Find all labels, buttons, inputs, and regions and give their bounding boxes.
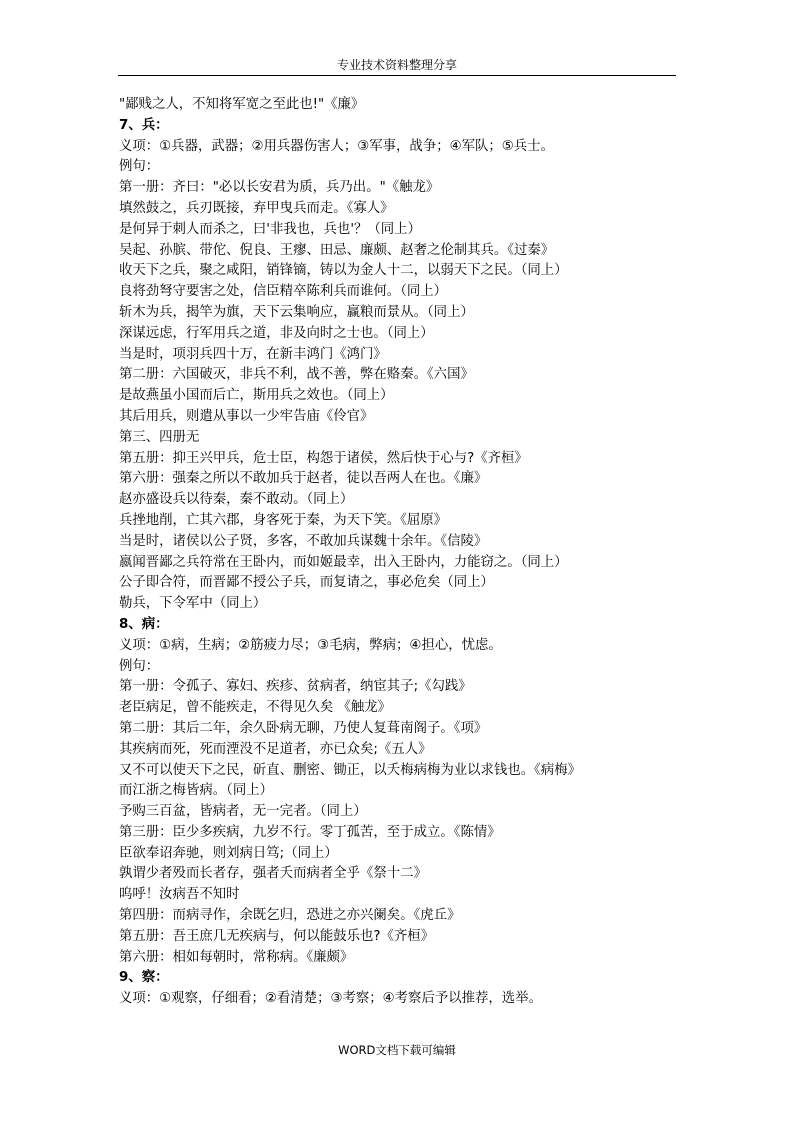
text-line: 是故燕虽小国而后亡，斯用兵之效也。（同上） — [119, 388, 394, 404]
text-line: 吴起、孙膑、带佗、倪良、王瘳、田忌、廉颇、赵奢之伦制其兵。《过秦》 — [119, 242, 555, 258]
text-line: 勒兵，下令军中（同上） — [119, 596, 267, 612]
text-line: 臣欲奉诏奔驰，则刘病日笃;（同上） — [119, 845, 338, 861]
text-line: 义项：①病，生病；②筋疲力尽；③毛病，弊病；④担心，忧虑。 — [119, 637, 502, 653]
text-line: 第二册：其后二年，余久卧病无聊，乃使人复葺南阁子。《项》 — [119, 720, 488, 736]
text-line: 9、察： — [119, 970, 169, 986]
text-line: 义项：①观察，仔细看；②看清楚；③考察；④考察后予以推荐，选举。 — [119, 991, 542, 1007]
text-line: 第一册：齐曰："必以长安君为质，兵乃出。"《触龙》 — [119, 180, 440, 196]
text-line: 第五册：吾王庶几无疾病与，何以能鼓乐也?《齐桓》 — [119, 928, 435, 944]
text-line: 又不可以使天下之民，斫直、删密、锄正，以夭梅病梅为业以求钱也。《病梅》 — [119, 762, 581, 778]
text-line: 收天下之兵，聚之咸阳，销锋镝，铸以为金人十二，以弱天下之民。（同上） — [119, 263, 568, 279]
text-line: 第二册：六国破灭，非兵不利，战不善，弊在赂秦。《六国》 — [119, 367, 474, 383]
text-line: 填然鼓之，兵刃既接，弃甲曳兵而走。《寡人》 — [119, 200, 394, 216]
text-line: 第六册：相如每朝时，常称病。《廉颇》 — [119, 949, 354, 965]
text-line: 呜呼！汝病吾不知时 — [119, 887, 240, 903]
text-line: 兵挫地削，亡其六郡，身客死于秦，为天下笑。《屈原》 — [119, 512, 448, 528]
text-line: 赵亦盛设兵以待秦，秦不敢动。（同上） — [119, 492, 354, 508]
text-line: 例句： — [119, 658, 160, 674]
text-line: 良将劲弩守要害之处，信臣精卒陈利兵而谁何。（同上） — [119, 284, 448, 300]
text-line: 孰谓少者殁而长者存，强者夭而病者全乎《祭十二》 — [119, 866, 427, 882]
text-line: 其疾病而死，死而湮没不足道者，亦已众矣;《五人》 — [119, 741, 432, 757]
text-line: 当是时，项羽兵四十万，在新丰鸿门《鸿门》 — [119, 346, 387, 362]
text-line: 第一册：令孤子、寡妇、疾疹、贫病者，纳宦其子;《勾践》 — [119, 679, 472, 695]
page-footer: WORD文档下载可编辑 — [338, 1043, 456, 1057]
text-line: 第六册：强秦之所以不敢加兵于赵者，徒以吾两人在也。《廉》 — [119, 471, 488, 487]
text-line: 第四册：而病寻作，余既乞归，恐进之亦兴阑矣。《虎丘》 — [119, 908, 461, 924]
text-line: 斩木为兵，揭竿为旗，天下云集响应，赢粮而景从。（同上） — [119, 304, 474, 320]
text-line: 第五册：抑王兴甲兵，危士臣，构怨于诸侯，然后快于心与?《齐桓》 — [119, 450, 528, 466]
text-line: 深谋远虑，行军用兵之道，非及向时之士也。（同上） — [119, 325, 434, 341]
text-line: 公子即合符，而晋鄙不授公子兵，而复请之，事必危矣（同上） — [119, 575, 494, 591]
text-line: 第三册：臣少多疾病，九岁不行。零丁孤苦，至于成立。《陈情》 — [119, 824, 501, 840]
text-line: 其后用兵，则遣从事以一少牢告庙《伶官》 — [119, 408, 374, 424]
text-line: 7、兵： — [119, 117, 169, 133]
text-line: 而江浙之梅皆病。（同上） — [119, 783, 273, 799]
text-line: 义项：①兵器，武器；②用兵器伤害人；③军事，战争；④军队；⑤兵士。 — [119, 138, 554, 154]
page-header: 专业技术资料整理分享 — [336, 58, 457, 72]
text-line: 予购三百盆，皆病者，无一完者。（同上） — [119, 804, 367, 820]
text-line: 例句： — [119, 159, 160, 175]
text-line: 当是时，诸侯以公子贤，多客，不敢加兵谋魏十余年。《信陵》 — [119, 533, 488, 549]
text-line: 是何异于刺人而杀之，曰'非我也，兵也'？（同上） — [119, 221, 421, 237]
text-line: "鄙贱之人，不知将军宽之至此也!"《廉》 — [119, 97, 365, 112]
text-line: 嬴闻晋鄙之兵符常在王卧内，而如姬最幸，出入王卧内，力能窃之。（同上） — [119, 554, 568, 570]
header-divider — [118, 75, 676, 76]
text-line: 第三、四册无 — [119, 429, 200, 445]
text-line: 老臣病足，曾不能疾走，不得见久矣 《触龙》 — [119, 700, 392, 716]
text-line: 8、病： — [119, 616, 169, 632]
document-body — [119, 95, 719, 1010]
